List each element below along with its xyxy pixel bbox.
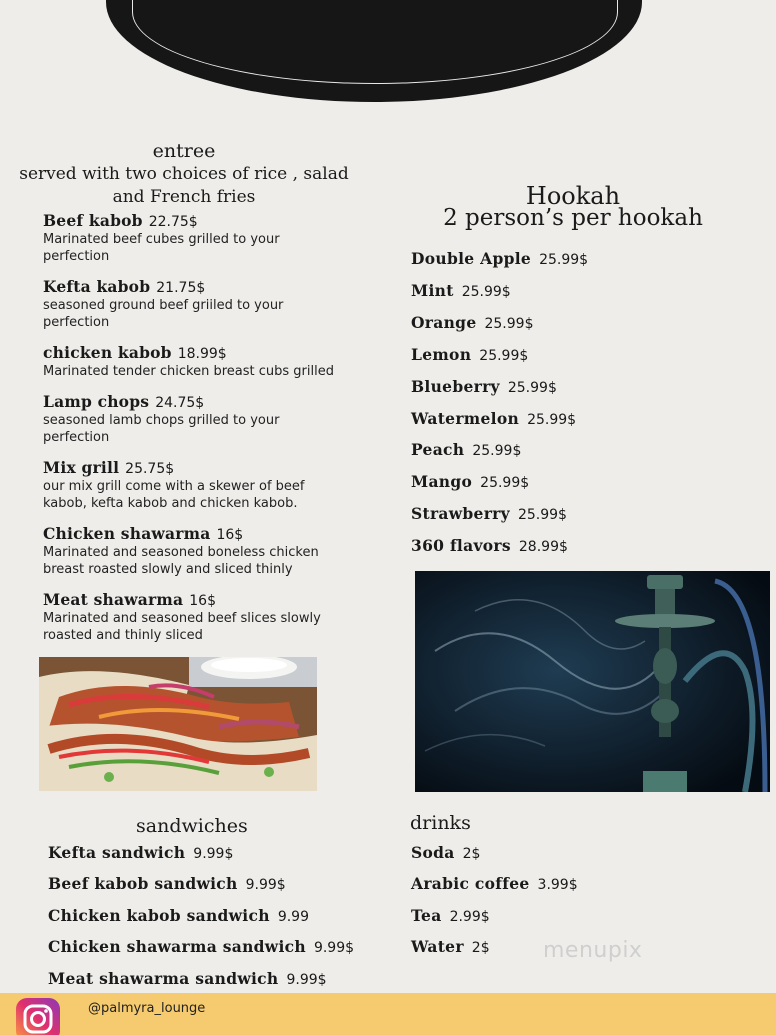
entree-title: entree — [152, 140, 216, 162]
hookah-item-name: 360 flavors — [411, 536, 511, 555]
drink-item-price: 2.99$ — [449, 909, 490, 925]
sandwich-item-price: 9.99$ — [286, 972, 327, 988]
hookah-item-price: 28.99$ — [518, 539, 568, 555]
entree-subtitle-line1: served with two choices of rice , salad — [19, 164, 349, 184]
entree-item — [43, 590, 373, 644]
sandwich-item — [48, 874, 286, 893]
entree-item-price: 21.75$ — [156, 280, 206, 296]
entree-item-name: Meat shawarma — [43, 590, 184, 609]
instagram-icon[interactable] — [14, 996, 62, 1035]
entree-item — [43, 458, 373, 512]
entree-item-desc: Marinated and seasoned beef slices slowly roasted and thinly sliced — [43, 611, 321, 643]
hookah-item-name: Peach — [411, 440, 465, 459]
drink-item-price: 2$ — [471, 940, 490, 956]
sandwich-item — [48, 969, 327, 988]
entree-item — [43, 277, 373, 331]
hookah-photo — [415, 571, 770, 792]
entree-item-name: chicken kabob — [43, 343, 172, 362]
sandwich-item-name: Kefta sandwich — [48, 843, 186, 862]
hookah-item-price: 25.99$ — [461, 284, 511, 300]
sandwich-item — [48, 906, 309, 925]
entree-item — [43, 211, 373, 265]
hookah-item-name: Mint — [411, 281, 454, 300]
hookah-item-price: 25.99$ — [480, 475, 530, 491]
hookah-item-name: Orange — [411, 313, 477, 332]
entree-item-price: 22.75$ — [148, 214, 198, 230]
drink-item-price: 2$ — [462, 846, 481, 862]
entree-item — [43, 392, 373, 446]
entree-subtitle-line2: and French fries — [112, 187, 256, 207]
hookah-item-price: 25.99$ — [484, 316, 534, 332]
hookah-item-price: 25.99$ — [517, 507, 567, 523]
hookah-item-price: 25.99$ — [507, 380, 557, 396]
drink-item-name: Arabic coffee — [411, 874, 530, 893]
sandwich-item — [48, 937, 354, 956]
drink-item-name: Tea — [411, 906, 442, 925]
entree-item — [43, 524, 373, 578]
hookah-item-price: 25.99$ — [539, 252, 589, 268]
entree-item-price: 16$ — [189, 593, 216, 609]
hookah-item — [411, 281, 511, 300]
sandwich-item-name: Chicken shawarma sandwich — [48, 937, 306, 956]
sandwich-item-name: Beef kabob sandwich — [48, 874, 238, 893]
entree-item-price: 18.99$ — [177, 346, 227, 362]
hookah-item-price: 25.99$ — [479, 348, 529, 364]
drink-item-price: 3.99$ — [537, 877, 578, 893]
entree-item-name: Lamp chops — [43, 392, 150, 411]
entree-item — [43, 343, 373, 380]
hookah-item-price: 25.99$ — [527, 412, 577, 428]
hookah-item — [411, 249, 588, 268]
hookah-subtitle: 2 person’s per hookah — [443, 205, 703, 231]
entree-item-name: Chicken shawarma — [43, 524, 211, 543]
drink-item — [411, 843, 480, 862]
sandwiches-title: sandwiches — [136, 815, 248, 837]
hookah-item — [411, 504, 567, 523]
hookah-item — [411, 377, 557, 396]
hookah-item — [411, 409, 576, 428]
hookah-item-name: Lemon — [411, 345, 472, 364]
drinks-title: drinks — [410, 812, 471, 834]
hookah-title: Hookah — [525, 182, 621, 210]
entree-item-name: Mix grill — [43, 458, 120, 477]
entree-item-price: 16$ — [216, 527, 244, 543]
entree-item-name: Beef kabob — [43, 211, 143, 230]
hookah-item-name: Blueberry — [411, 377, 500, 396]
hookah-item — [411, 472, 529, 491]
drink-item — [411, 906, 490, 925]
sandwich-item-price: 9.99$ — [193, 846, 234, 862]
entree-item-desc: seasoned ground beef griiled to your perfection — [43, 298, 284, 330]
entree-item-price: 25.75$ — [125, 461, 175, 477]
hookah-item — [411, 536, 568, 555]
sandwich-item-price: 9.99$ — [313, 940, 355, 956]
sandwich-item-price: 9.99$ — [245, 877, 286, 893]
sandwich-item-name: Meat shawarma sandwich — [48, 969, 279, 988]
hookah-item — [411, 345, 528, 364]
sandwich-item-name: Chicken kabob sandwich — [48, 906, 270, 925]
drink-item — [411, 874, 578, 893]
entree-item-desc: Marinated tender chicken breast cubs grilled — [43, 364, 334, 379]
hookah-item — [411, 440, 521, 459]
drink-item-name: Soda — [411, 843, 455, 862]
entree-item-name: Kefta kabob — [43, 277, 151, 296]
hookah-item-name: Double Apple — [411, 249, 532, 268]
entree-item-desc: our mix grill come with a skewer of beef kabob, kefta kabob and chicken kabob. — [43, 479, 305, 511]
shawarma-photo — [39, 657, 317, 791]
entree-item-price: 24.75$ — [155, 395, 205, 411]
menupix-watermark: menupix — [543, 938, 643, 963]
sandwich-item-price: 9.99 — [277, 909, 309, 925]
entree-item-desc: Marinated and seasoned boneless chicken breast roasted slowly and sliced thinly — [43, 545, 319, 577]
entree-item-desc: seasoned lamb chops grilled to your perfection — [43, 413, 280, 445]
instagram-handle[interactable]: @palmyra_lounge — [88, 1001, 206, 1016]
hookah-item-price: 25.99$ — [472, 443, 522, 459]
sandwich-item — [48, 843, 233, 862]
drink-item — [411, 937, 490, 956]
drink-item-name: Water — [411, 937, 464, 956]
entree-subtitle — [14, 163, 354, 209]
hookah-item-name: Strawberry — [411, 504, 510, 523]
hookah-item-name: Mango — [411, 472, 473, 491]
entree-item-desc: Marinated beef cubes grilled to your perfection — [43, 232, 280, 264]
hookah-item-name: Watermelon — [411, 409, 520, 428]
hookah-item — [411, 313, 533, 332]
